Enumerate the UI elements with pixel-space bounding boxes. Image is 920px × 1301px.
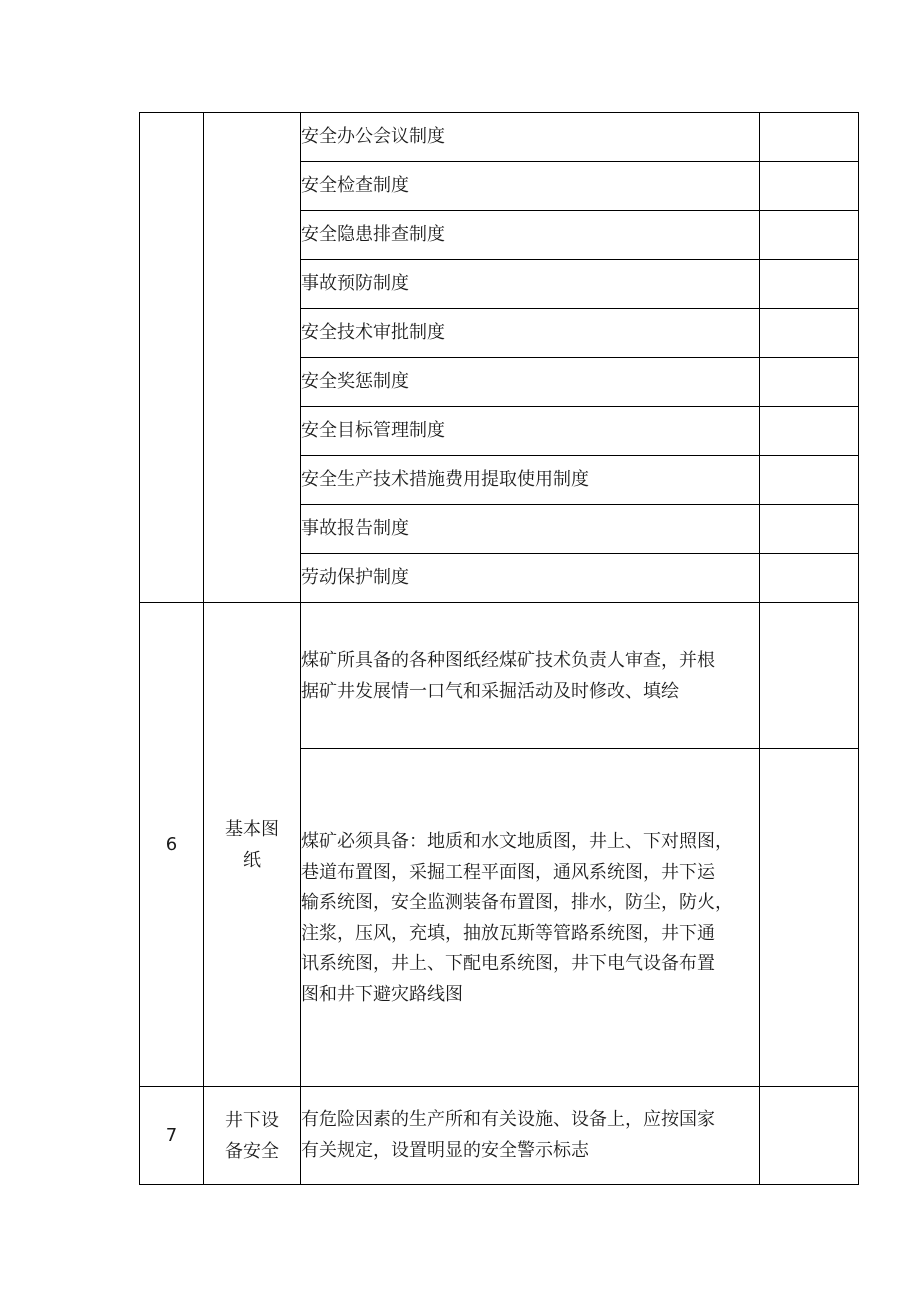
- result-cell: [760, 456, 859, 505]
- requirement-cell: 安全检查制度: [301, 162, 760, 211]
- result-cell: [760, 505, 859, 554]
- requirement-cell: 煤矿所具备的各种图纸经煤矿技术负责人审查，并根 据矿井发展情一口气和采掘活动及时修改、填绘: [301, 603, 760, 749]
- result-cell: [760, 554, 859, 603]
- table-row: [140, 603, 859, 749]
- requirement-cell: 安全生产技术措施费用提取使用制度: [301, 456, 760, 505]
- requirement-cell: 煤矿必须具备：地质和水文地质图，井上、下对照图， 巷道布置图，采掘工程平面图，通风系统图，井下运 输系统图，安全监测装备布置图，排水，防尘，防火， 注浆，压风，充填，抽放瓦斯等管路系统图，井下通 讯系统图，井上、下配电系统图，井下电气设备布置 图和井下避灾路线图: [301, 749, 760, 1087]
- requirement-cell: 安全技术审批制度: [301, 309, 760, 358]
- requirement-cell: 安全奖惩制度: [301, 358, 760, 407]
- result-cell: [760, 749, 859, 1087]
- result-cell: [760, 309, 859, 358]
- result-cell: [760, 358, 859, 407]
- result-cell: [760, 407, 859, 456]
- item-number-cell: [140, 113, 204, 603]
- table-row: [140, 1087, 859, 1185]
- result-cell: [760, 211, 859, 260]
- item-name-cell: 井下设 备安全: [204, 1087, 301, 1185]
- result-cell: [760, 113, 859, 162]
- result-cell: [760, 1087, 859, 1185]
- result-cell: [760, 260, 859, 309]
- requirement-cell: 事故预防制度: [301, 260, 760, 309]
- requirement-cell: 有危险因素的生产所和有关设施、设备上，应按国家 有关规定，设置明显的安全警示标志: [301, 1087, 760, 1185]
- requirement-cell: 安全目标管理制度: [301, 407, 760, 456]
- inspection-table: [139, 112, 859, 1185]
- item-name-cell: 基本图 纸: [204, 603, 301, 1087]
- table-row: [140, 113, 859, 162]
- item-number-cell: 6: [140, 603, 204, 1087]
- result-cell: [760, 603, 859, 749]
- requirement-cell: 安全隐患排查制度: [301, 211, 760, 260]
- requirement-cell: 劳动保护制度: [301, 554, 760, 603]
- requirement-cell: 安全办公会议制度: [301, 113, 760, 162]
- item-name-cell: [204, 113, 301, 603]
- item-number-cell: 7: [140, 1087, 204, 1185]
- result-cell: [760, 162, 859, 211]
- requirement-cell: 事故报告制度: [301, 505, 760, 554]
